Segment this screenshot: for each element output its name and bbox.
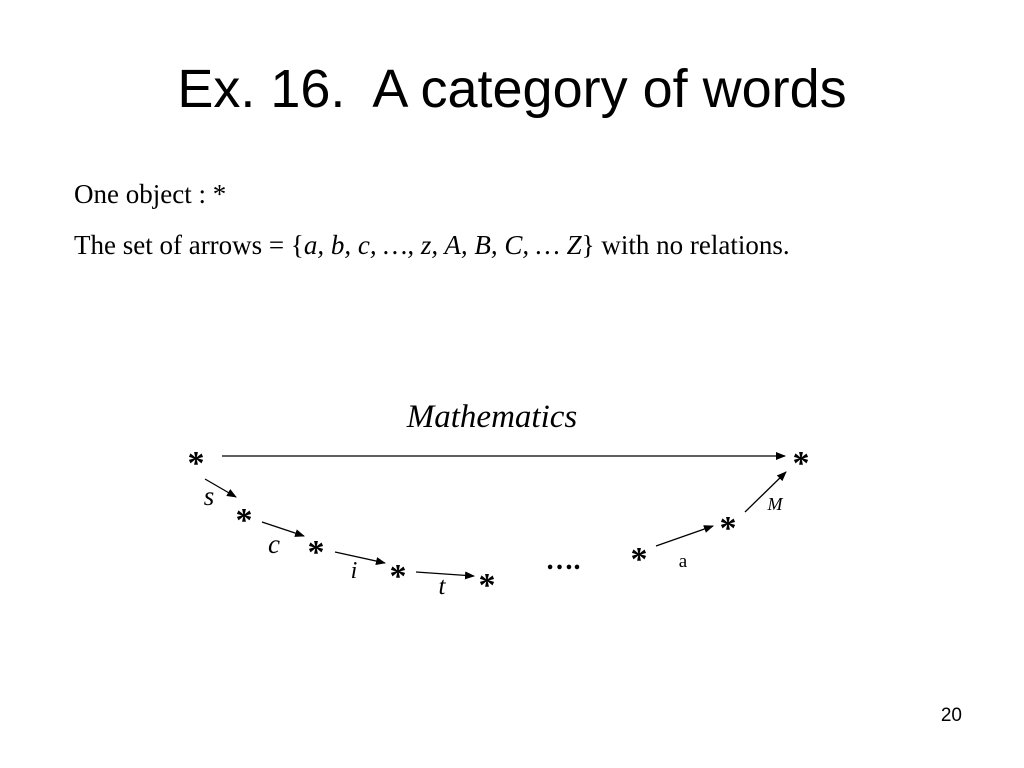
arrow-a [656, 526, 713, 546]
arrow-label-c: c [268, 529, 280, 559]
arrow-i [335, 552, 385, 563]
object-star-before-m: * [719, 510, 737, 547]
arrow-label-i: i [350, 558, 358, 584]
arrow-label-m: M [767, 494, 783, 514]
arrow-label-a: a [678, 551, 688, 572]
object-star-after-c: * [307, 534, 325, 571]
arrows-set-uppercase: A, B, C, … Z [438, 230, 582, 260]
object-star-end: * [792, 445, 810, 482]
arrow-label-t: t [438, 573, 446, 600]
slide-title: Ex. 16. A category of words [177, 59, 847, 119]
arrows-line-suffix: } with no relations. [581, 230, 790, 260]
object-star-after-s: * [235, 502, 253, 539]
object-star-after-t: * [478, 567, 496, 604]
arrows-set-lowercase: a, b, c, …, z, [303, 230, 439, 260]
ellipsis: …. [545, 545, 581, 576]
object-line: One object : * [74, 179, 227, 209]
arrows-line-prefix: The set of arrows = { [74, 230, 304, 260]
object-star-start: * [187, 445, 205, 482]
mathematics-label: Mathematics [406, 399, 578, 435]
page-number: 20 [940, 705, 962, 726]
object-star-before-a: * [630, 541, 648, 578]
object-star-after-i: * [389, 558, 407, 595]
arrow-label-s: s [203, 481, 215, 511]
